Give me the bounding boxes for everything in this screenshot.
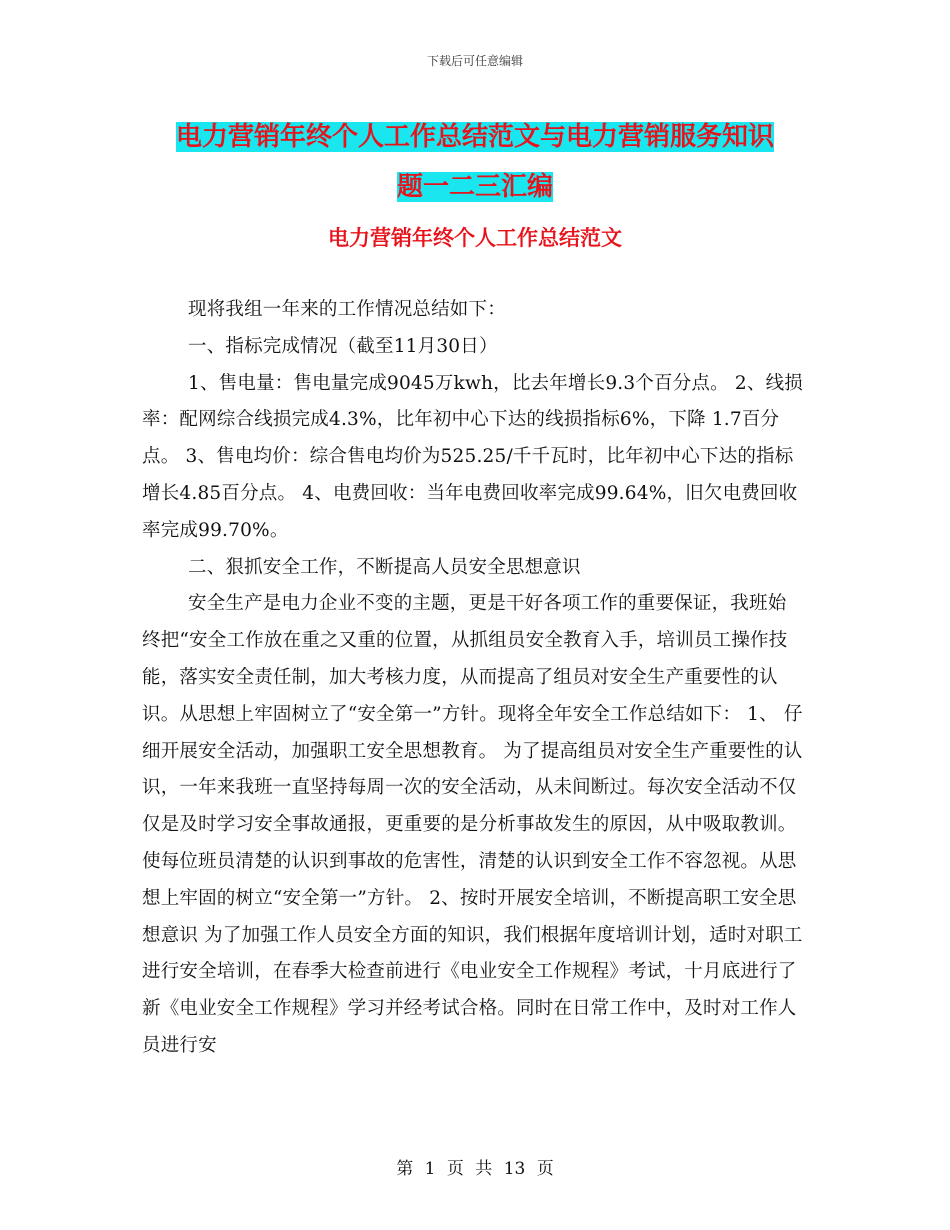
document-title-line2: 题一二三汇编 [396, 172, 553, 202]
section-title: 电力营销年终个人工作总结范文 [328, 226, 622, 250]
paragraph-safety: 安全生产是电力企业不变的主题，更是干好各项工作的重要保证，我班始终把“安全工作放在重之又重的位置，从抓组员安全教育入手，培训员工操作技能，落实安全责任制，加大考核力度，从而提高了组员对安全生产重要性的认识。从思想上牢固树立了“安全第一”方针。现将全年安全工作总结如下： 1、 仔细开展安全活动，加强职工安全思想教育。 为了提高组员对安全生产重要性的认识，一年来我班一直坚持每周一次的安全活动，从未间断过。每次安全活动不仅仅是及时学习安全事故通报，更重要的是分析事故发生的原因，从中吸取教训。使每位班员清楚的认识到事故的危害性，清楚的认识到安全工作不容忽视。从思想上牢固的树立“安全第一”方针。 2、按时开展安全培训，不断提高职工安全思想意识 为了加强工作人员安全方面的知识，我们根据年度培训计划，适时对职工进行安全培训，在春季大检查前进行《电业安全工作规程》考试，十月底进行了新《电业安全工作规程》学习并经考试合格。同时在日常工作中，及时对工作人员进行安 [142, 593, 803, 1056]
paragraph-indicators: 1、售电量：售电量完成9045万kwh，比去年增长9.3个百分点。 2、线损率：配网综合线损完成4.3%，比年初中心下达的线损指标6%，下降 1.7百分点。 3、售电均价：综合售电均价为525.25/千千瓦时，比年初中心下达的指标增长4.85百分点。 4、电费回收：当年电费回收率完成99.64%，旧欠电费回收率完成99.70%。 [142, 372, 803, 541]
paragraph-intro: 现将我组一年来的工作情况总结如下： [188, 299, 506, 320]
paragraph-heading-safety: 二、狠抓安全工作，不断提高人员安全思想意识 [188, 556, 581, 578]
paragraph-heading-indicators: 一、指标完成情况（截至11月30日） [188, 335, 498, 357]
document-body [142, 292, 804, 1065]
document-title [150, 112, 800, 212]
page-footer: 第 1 页 共 13 页 [396, 1159, 554, 1179]
page-header-note: 下载后可任意编辑 [426, 54, 523, 68]
document-title-line1: 电力营销年终个人工作总结范文与电力营销服务知识 [175, 122, 774, 152]
